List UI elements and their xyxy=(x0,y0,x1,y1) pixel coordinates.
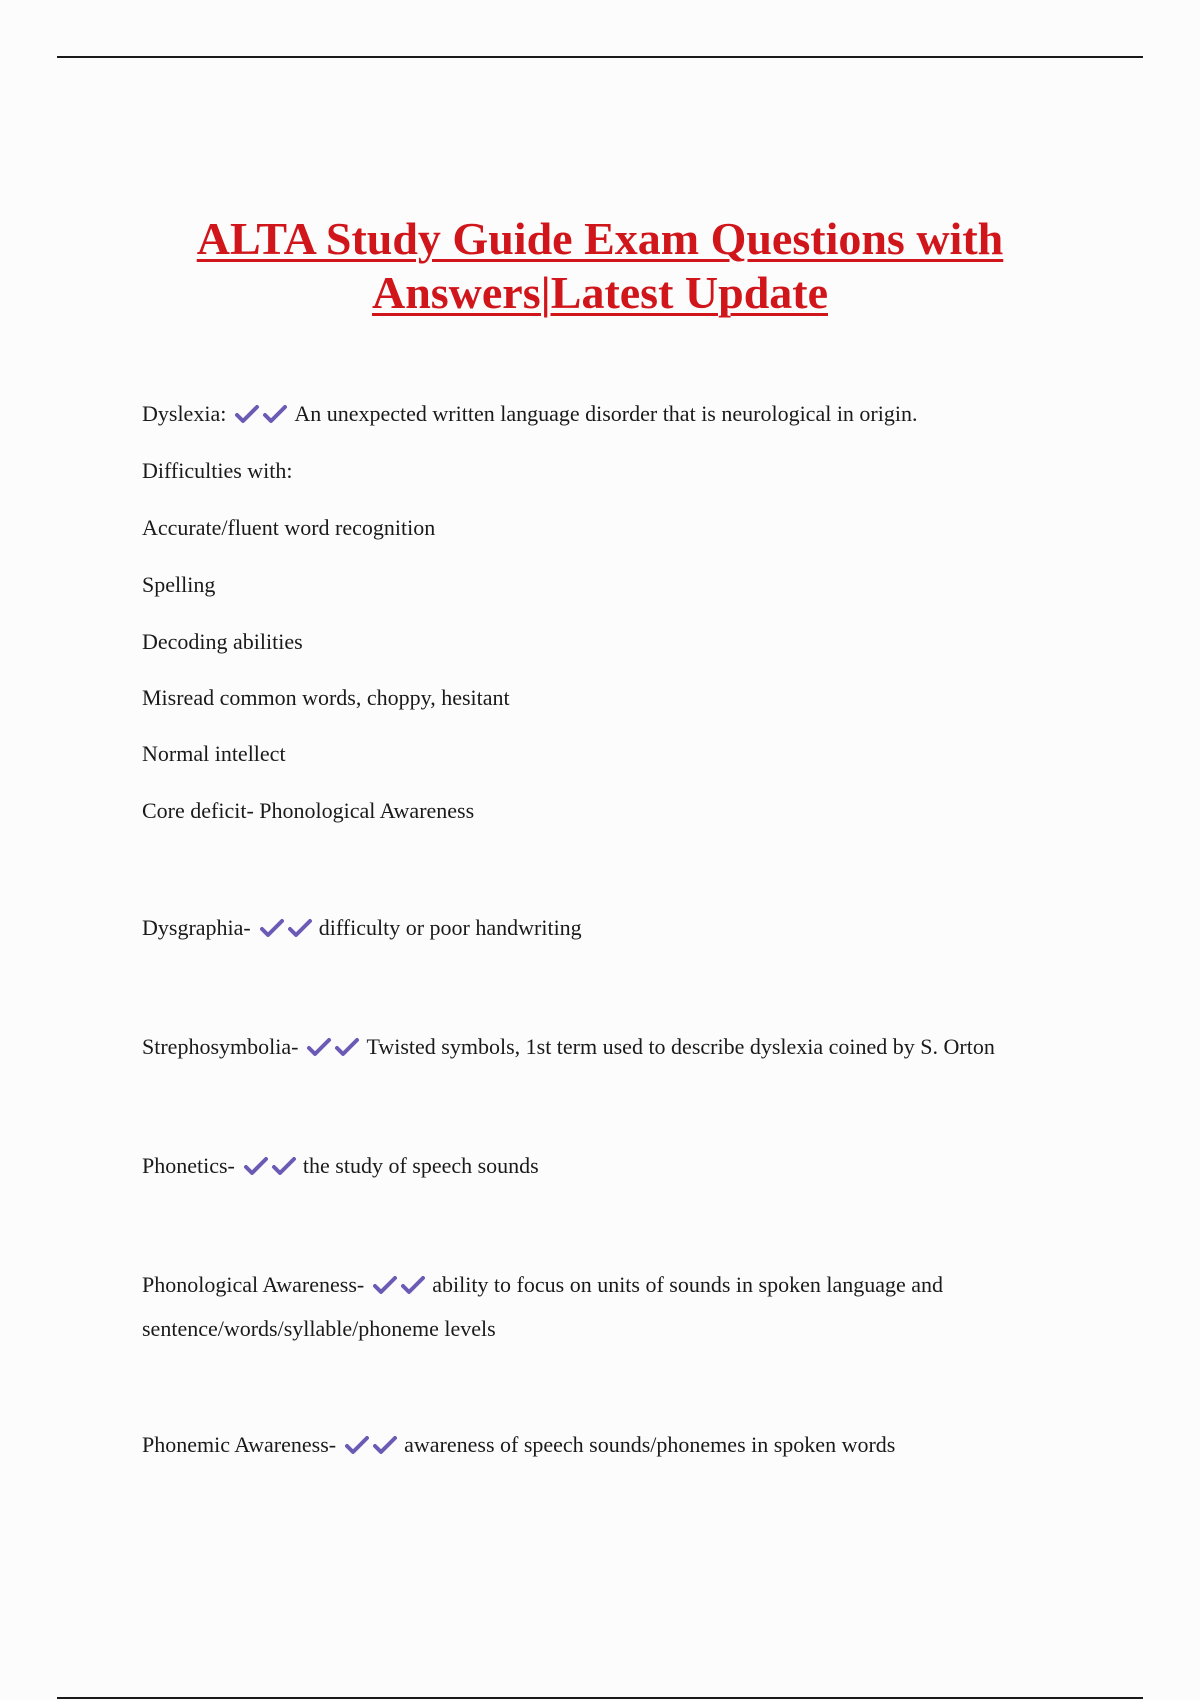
detail-line: Decoding abilities xyxy=(142,629,303,654)
double-checkmark-icon xyxy=(243,1153,299,1178)
detail-line: Misread common words, choppy, hesitant xyxy=(142,685,510,710)
term: Phonological Awareness- xyxy=(142,1272,365,1297)
definition: An unexpected written language disorder that is neurological in origin. xyxy=(294,401,918,426)
entry-strephosymbolia xyxy=(142,1033,1102,1061)
term: Dysgraphia- xyxy=(142,915,251,940)
term: Dyslexia: xyxy=(142,401,227,426)
double-checkmark-icon xyxy=(306,1034,362,1059)
detail-line: Normal intellect xyxy=(142,741,286,766)
definition: the study of speech sounds xyxy=(302,1153,539,1178)
title-line-2: Answers|Latest Update xyxy=(371,267,829,318)
detail-line: Core deficit- Phonological Awareness xyxy=(142,798,475,823)
definition: Twisted symbols, 1st term used to describe dyslexia coined by S. Orton xyxy=(366,1034,995,1059)
detail-line: Difficulties with: xyxy=(142,458,293,483)
detail-line: Accurate/fluent word recognition xyxy=(142,515,436,540)
entry-continuation: sentence/words/syllable/phoneme levels xyxy=(142,1316,496,1341)
definition: ability to focus on units of sounds in spoken language and xyxy=(432,1272,944,1297)
title-line-1: ALTA Study Guide Exam Questions with xyxy=(196,213,1004,264)
term: Phonetics- xyxy=(142,1153,235,1178)
entry-phonetics xyxy=(142,1152,1102,1180)
bottom-rule xyxy=(57,1697,1143,1699)
entry-dysgraphia xyxy=(142,914,1102,942)
double-checkmark-icon xyxy=(234,401,290,426)
entry-dyslexia xyxy=(142,400,1102,428)
double-checkmark-icon xyxy=(372,1272,428,1297)
detail-line: Spelling xyxy=(142,572,216,597)
entry-phonemic-awareness xyxy=(142,1431,1102,1459)
definition: difficulty or poor handwriting xyxy=(318,915,582,940)
term: Strephosymbolia- xyxy=(142,1034,299,1059)
entry-phonological-awareness xyxy=(142,1271,1102,1299)
document-title xyxy=(0,212,1200,320)
term: Phonemic Awareness- xyxy=(142,1432,337,1457)
top-rule xyxy=(57,56,1143,58)
double-checkmark-icon xyxy=(344,1432,400,1457)
definition: awareness of speech sounds/phonemes in spoken words xyxy=(404,1432,896,1457)
double-checkmark-icon xyxy=(259,915,315,940)
